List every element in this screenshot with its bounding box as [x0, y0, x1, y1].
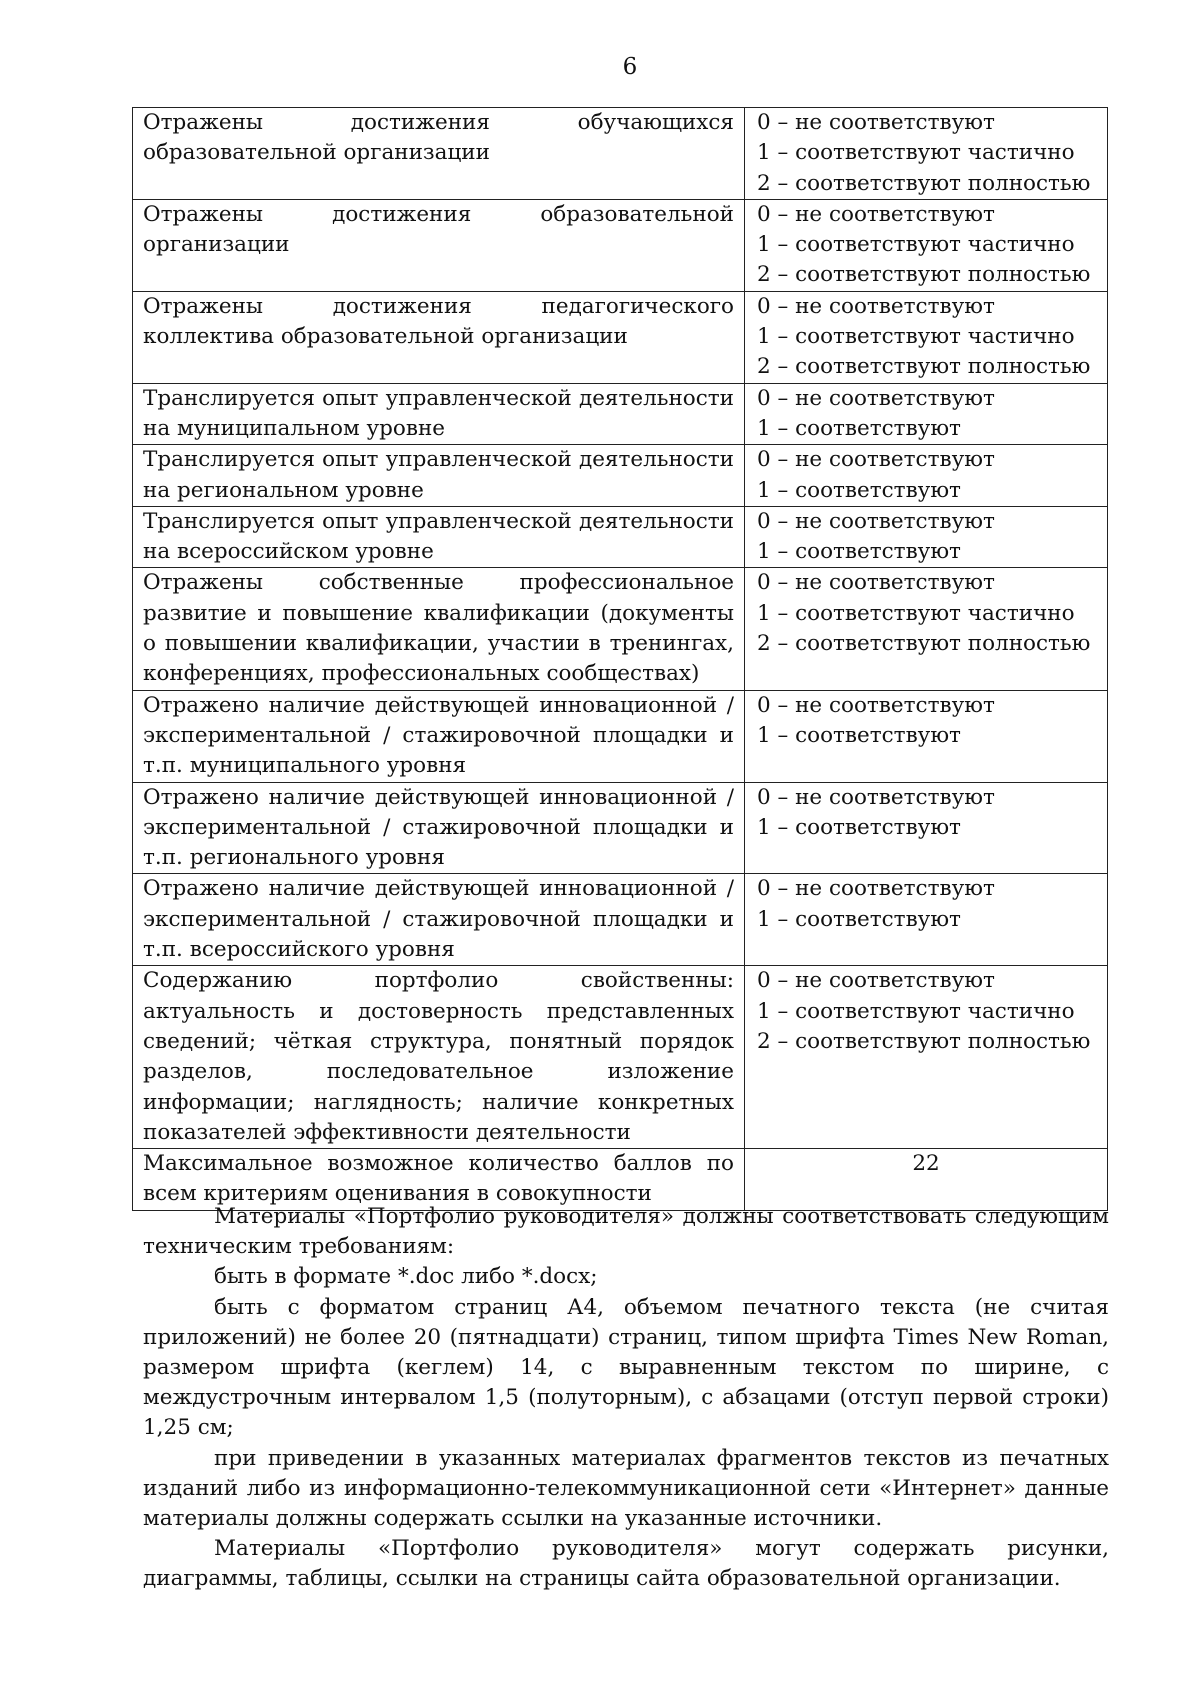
score-option: 1 – соответствуют — [757, 906, 961, 932]
score-option: 0 – не соответствуют — [757, 110, 995, 135]
criterion-cell: Отражены достижения обучающихся образовательной организации — [133, 108, 745, 200]
criterion-cell: Отражено наличие действующей инновационной / экспериментальной / стажировочной площадки и т.п. регионального уровня — [133, 782, 745, 874]
body-text — [143, 1202, 1109, 1595]
score-option: 0 – не соответствуют — [757, 447, 995, 473]
score-cell — [745, 506, 1108, 568]
score-option: 1 – соответствуют — [757, 415, 961, 441]
criterion-cell: Транслируется опыт управленческой деятельности на региональном уровне — [133, 445, 745, 507]
score-option: 0 – не соответствуют — [757, 784, 995, 810]
criterion-cell: Транслируется опыт управленческой деятельности на всероссийском уровне — [133, 506, 745, 568]
page-number: 6 — [622, 54, 638, 80]
score-option: 2 – соответствуют полностью — [757, 631, 1091, 657]
score-cell — [745, 383, 1108, 445]
score-option: 0 – не соответствуют — [757, 385, 995, 411]
score-option: 1 – соответствуют частично — [757, 324, 1075, 350]
table-row — [133, 383, 1108, 445]
score-cell — [745, 966, 1108, 1149]
score-option: 2 – соответствуют полностью — [757, 262, 1091, 288]
score-cell — [745, 445, 1108, 507]
score-option: 2 – соответствуют полностью — [757, 354, 1091, 380]
score-option: 1 – соответствуют частично — [757, 140, 1075, 166]
criterion-cell: Содержанию портфолио свойственны: актуальность и достоверность представленных сведений; чёткая структура, понятный порядок разделов, последовательное изложение информации; наглядность; наличие конкретных показателей эффективности деятельности — [133, 966, 745, 1149]
score-cell — [745, 199, 1108, 291]
score-option: 1 – соответствуют — [757, 539, 961, 565]
paragraph: Материалы «Портфолио руководителя» должны соответствовать следующим техническим требованиям: — [143, 1204, 1109, 1260]
score-option: 0 – не соответствуют — [757, 968, 995, 994]
score-option: 1 – соответствуют частично — [757, 998, 1075, 1024]
score-option: 1 – соответствуют частично — [757, 600, 1075, 626]
total-label-cell: Максимальное возможное количество баллов по всем критериям оценивания в совокупности — [133, 1149, 745, 1211]
table-row — [133, 445, 1108, 507]
table-row — [133, 782, 1108, 874]
total-value-cell: 22 — [745, 1149, 1108, 1211]
criterion-cell: Транслируется опыт управленческой деятельности на муниципальном уровне — [133, 383, 745, 445]
criterion-cell: Отражено наличие действующей инновационной / экспериментальной / стажировочной площадки и т.п. всероссийского уровня — [133, 874, 745, 966]
score-cell — [745, 782, 1108, 874]
table-row — [133, 874, 1108, 966]
paragraph: Материалы «Портфолио руководителя» могут содержать рисунки, диаграммы, таблицы, ссылки на страницы сайта образовательной организации. — [143, 1536, 1109, 1592]
score-option: 0 – не соответствуют — [757, 876, 995, 902]
criterion-cell: Отражены достижения образовательной организации — [133, 199, 745, 291]
table-total-row — [133, 1149, 1108, 1211]
score-option: 0 – не соответствуют — [757, 508, 995, 534]
score-option: 0 – не соответствуют — [757, 201, 995, 227]
table-row — [133, 690, 1108, 782]
score-option: 0 – не соответствуют — [757, 692, 995, 718]
criterion-cell: Отражено наличие действующей инновационной / экспериментальной / стажировочной площадки и т.п. муниципального уровня — [133, 690, 745, 782]
score-option: 1 – соответствуют — [757, 722, 961, 748]
criterion-cell: Отражены достижения педагогического коллектива образовательной организации — [133, 291, 745, 383]
criteria-table — [132, 107, 1108, 1211]
paragraph: быть с форматом страниц А4, объемом печатного текста (не считая приложений) не более 20 (пятнадцати) страниц, типом шрифта Times New Roman, размером шрифта (кеглем) 14, с выравненным текстом по ширине, с междустрочным интервалом 1,5 (полуторным), с абзацами (отступ первой строки) 1,25 см; — [143, 1294, 1109, 1441]
score-option: 2 – соответствуют полностью — [757, 170, 1091, 196]
score-option: 1 – соответствуют — [757, 814, 961, 840]
table-row — [133, 291, 1108, 383]
table-row — [133, 966, 1108, 1149]
paragraph: при приведении в указанных материалах фрагментов текстов из печатных изданий либо из информационно-телекоммуникационной сети «Интернет» данные материалы должны содержать ссылки на указанные источники. — [143, 1445, 1109, 1532]
paragraph: быть в формате *.doc либо *.docx; — [214, 1264, 598, 1290]
table-row — [133, 506, 1108, 568]
criterion-cell: Отражены собственные профессиональное развитие и повышение квалификации (документы о повышении квалификации, участии в тренингах, конференциях, профессиональных сообществах) — [133, 568, 745, 690]
score-cell — [745, 874, 1108, 966]
score-option: 0 – не соответствуют — [757, 570, 995, 596]
score-option: 1 – соответствуют — [757, 477, 961, 503]
score-cell — [745, 690, 1108, 782]
score-cell — [745, 291, 1108, 383]
score-option: 1 – соответствуют частично — [757, 232, 1075, 258]
score-option: 0 – не соответствуют — [757, 293, 995, 319]
table-row — [133, 108, 1108, 200]
score-cell — [745, 568, 1108, 690]
score-cell — [745, 108, 1108, 200]
table-row — [133, 568, 1108, 690]
table-row — [133, 199, 1108, 291]
score-option: 2 – соответствуют полностью — [757, 1028, 1091, 1054]
